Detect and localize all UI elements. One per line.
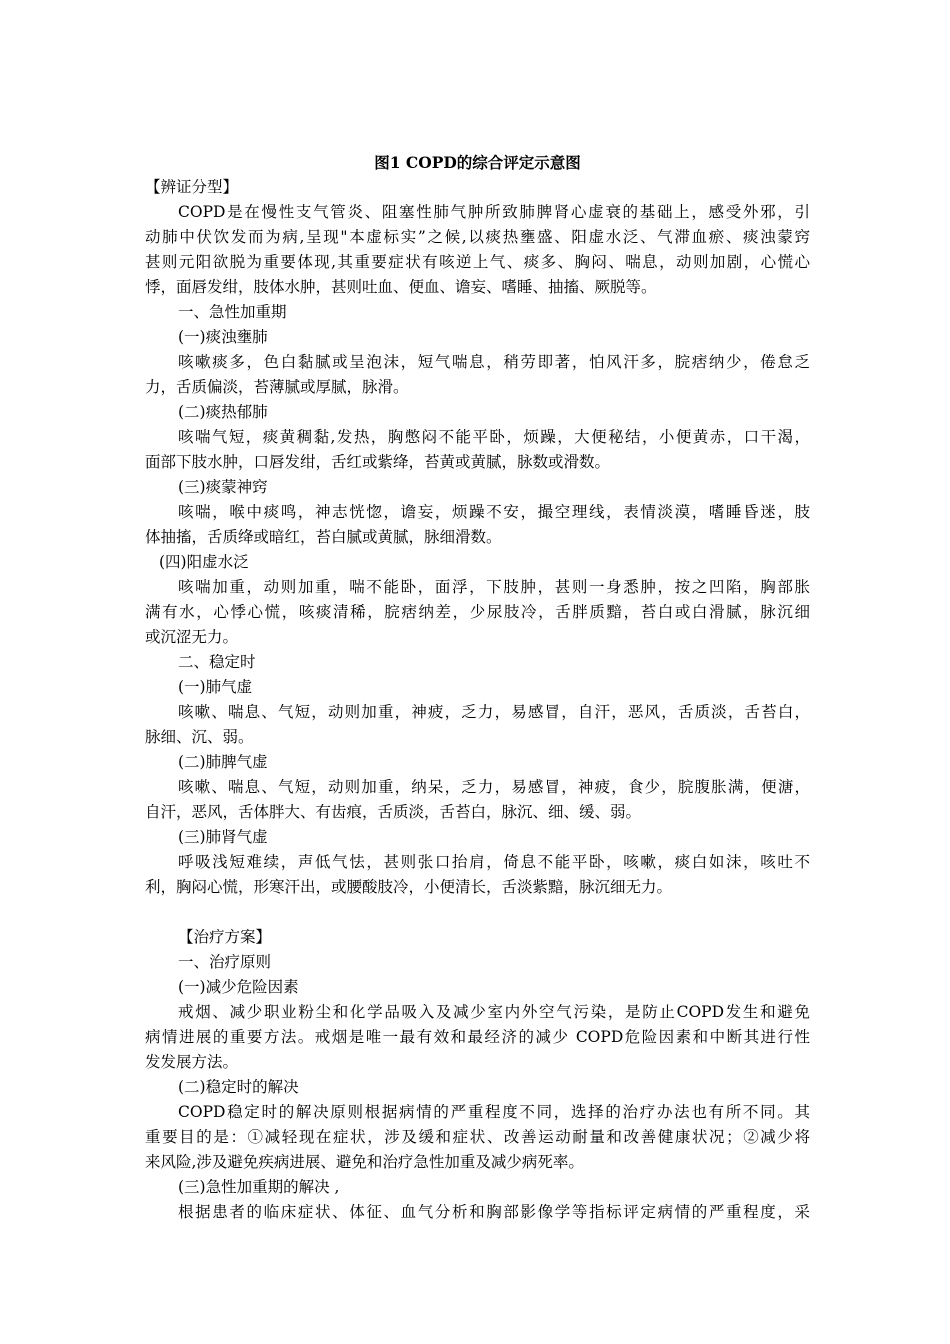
paragraph-line: 咳嗽痰多，色白黏腻或呈泡沫，短气喘息，稍劳即著，怕风汗多，脘痞纳少，倦怠乏 [178,353,810,371]
item-heading: (一)减少危险因素 [178,978,299,996]
paragraph-line: 病情进展的重要方法。戒烟是唯一最有效和最经济的减少 COPD危险因素和中断其进行性 [145,1028,810,1046]
subsection-heading: 二、稳定时 [178,653,256,671]
paragraph-line: 利，胸闷心慌，形寒汗出，或腰酸肢冷，小便清长，舌淡紫黯，脉沉细无力。 [145,878,673,896]
paragraph-line: 脉细、沉、弱。 [145,728,254,746]
item-heading: (二)痰热郁肺 [178,403,268,421]
item-heading: (二)肺脾气虚 [178,753,268,771]
paragraph-line: 力，舌质偏淡，苔薄腻或厚腻，脉滑。 [145,378,409,396]
document-page [145,150,810,1225]
paragraph-line: 面部下肢水肿，口唇发绀，舌红或紫绛，苔黄或黄腻，脉数或滑数。 [145,453,611,471]
paragraph-line: 咳嗽、喘息、气短，动则加重，纳呆，乏力，易感冒，神疲，食少，脘腹胀满，便溏， [178,778,810,796]
paragraph-line: 咳喘，喉中痰鸣，神志恍惚，谵妄，烦躁不安，撮空理线，表情淡漠，嗜睡昏迷，肢 [178,503,810,521]
paragraph-line: 来风险,涉及避免疾病进展、避免和治疗急性加重及减少病死率。 [145,1153,584,1171]
paragraph-line: 发发展方法。 [145,1053,239,1071]
section-heading-syndrome: 【辨证分型】 [145,178,239,196]
paragraph-line: 咳嗽、喘息、气短，动则加重，神疲，乏力，易感冒，自汗，恶风，舌质淡，舌苔白， [178,703,810,721]
paragraph-line: 咳喘加重，动则加重，喘不能卧，面浮，下肢肿，甚则一身悉肿，按之凹陷，胸部胀 [178,578,810,596]
paragraph-line: 悸，面唇发绀，肢体水肿，甚则吐血、便血、谵妄、嗜睡、抽搐、厥脱等。 [145,278,657,296]
paragraph-line: 自汗，恶风，舌体胖大、有齿痕，舌质淡，舌苔白，脉沉、细、缓、弱。 [145,803,642,821]
subsection-heading: 一、治疗原则 [178,953,272,971]
paragraph-line: 动肺中伏饮发而为病,呈现"本虚标实”之候,以痰热壅盛、阳虚水泛、气滞血瘀、痰浊蒙窍 [145,228,810,246]
item-heading: (三)痰蒙神窍 [178,478,268,496]
paragraph-line: 根据患者的临床症状、体征、血气分析和胸部影像学等指标评定病情的严重程度，采 [178,1203,810,1221]
paragraph-line: 戒烟、减少职业粉尘和化学品吸入及减少室内外空气污染，是防止COPD发生和避免 [178,1003,810,1021]
item-heading: (一)痰浊壅肺 [178,328,268,346]
item-heading: (四)阳虚水泛 [159,553,249,571]
figure-caption: 图1 COPD的综合评定示意图 [374,153,581,172]
section-heading-treatment: 【治疗方案】 [178,928,272,946]
item-heading: (二)稳定时的解决 [178,1078,299,1096]
paragraph-line: 或沉涩无力。 [145,628,239,646]
paragraph-line: 咳喘气短，痰黄稠黏,发热，胸憋闷不能平卧，烦躁，大便秘结，小便黄赤，口干渴， [178,428,810,446]
paragraph-line: 体抽搐，舌质绛或暗红，苔白腻或黄腻，脉细滑数。 [145,528,502,546]
item-heading: (一)肺气虚 [178,678,253,696]
item-heading: (三)肺肾气虚 [178,828,268,846]
paragraph-line: COPD是在慢性支气管炎、阻塞性肺气肿所致肺脾肾心虚衰的基础上，感受外邪，引 [178,203,810,221]
paragraph-line: 满有水，心悸心慌，咳痰清稀，脘痞纳差，少尿肢冷，舌胖质黯，苔白或白滑腻，脉沉细 [145,603,810,621]
item-heading: (三)急性加重期的解决 , [178,1178,340,1196]
spacer [145,900,810,925]
subsection-heading: 一、急性加重期 [178,303,287,321]
paragraph-line: COPD稳定时的解决原则根据病情的严重程度不同，选择的治疗办法也有所不同。其 [178,1103,810,1121]
paragraph-line: 呼吸浅短难续，声低气怯，甚则张口抬肩，倚息不能平卧，咳嗽，痰白如沫，咳吐不 [178,853,810,871]
paragraph-line: 甚则元阳欲脱为重要体现,其重要症状有咳逆上气、痰多、胸闷、喘息，动则加剧，心慌心 [145,253,810,271]
paragraph-line: 重要目的是：①减轻现在症状，涉及缓和症状、改善运动耐量和改善健康状况；②减少将 [145,1128,810,1146]
